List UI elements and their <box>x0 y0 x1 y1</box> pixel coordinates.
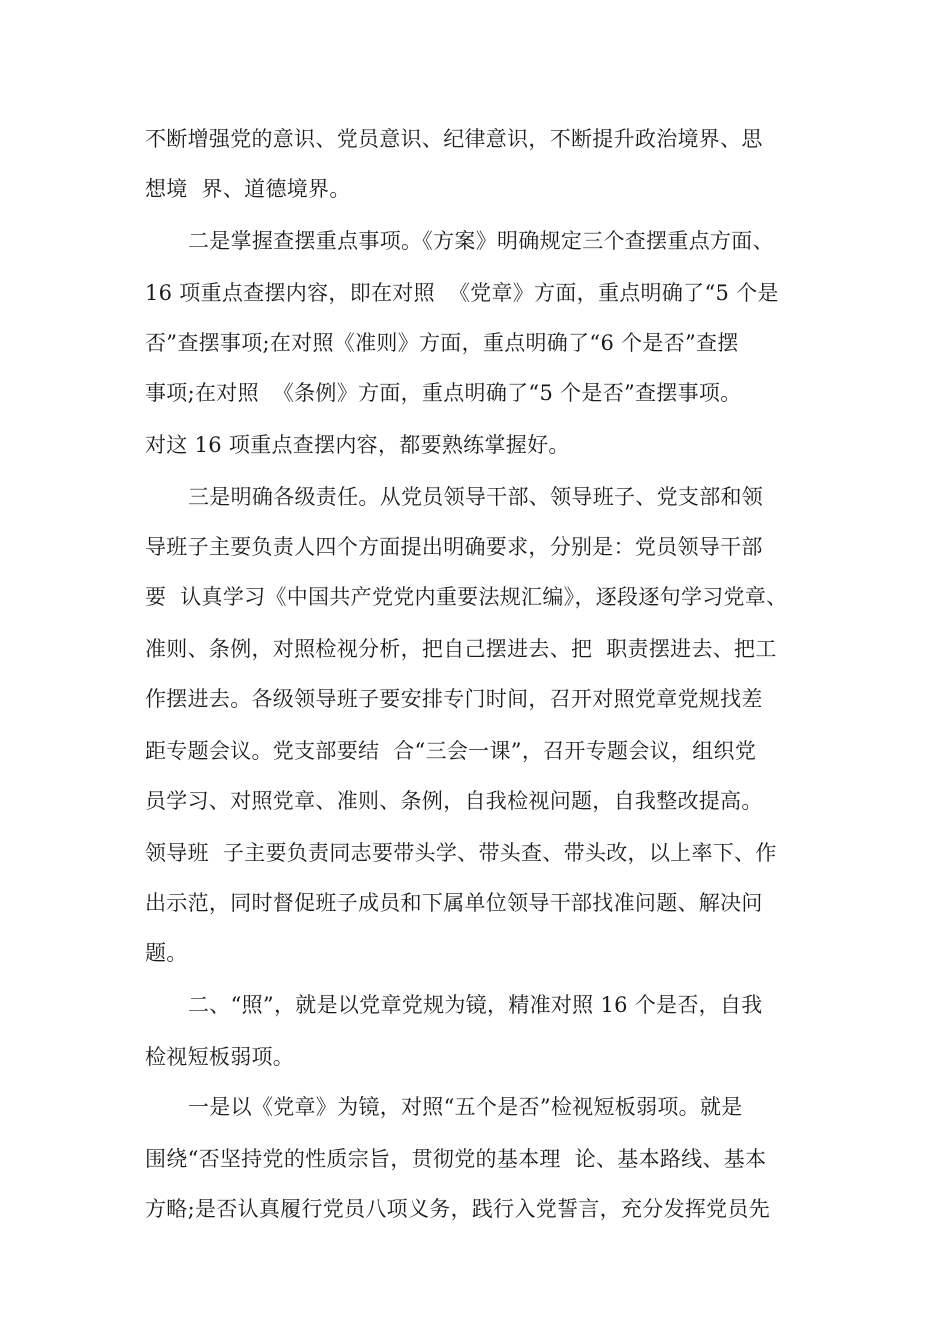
text-line: 检视短板弱项。 <box>145 1045 295 1069</box>
text-line: 想境 界、道德境界。 <box>145 177 351 201</box>
text-line: 出示范，同时督促班子成员和下属单位领导干部找准问题、解决问 <box>145 891 763 915</box>
text-line: 16 项重点查摆内容，即在对照 《党章》方面，重点明确了“5 个是 <box>145 281 779 305</box>
text-line: 要 认真学习《中国共产党党内重要法规汇编》，逐段逐句学习党章、 <box>145 585 788 609</box>
text-line: 不断增强党的意识、党员意识、纪律意识，不断提升政治境界、思 <box>145 127 763 151</box>
section-heading-line: 二、“照”，就是以党章党规为镜，精准对照 16 个是否，自我 <box>188 993 763 1017</box>
paragraph-start-line: 三是明确各级责任。从党员领导干部、领导班子、党支部和领 <box>188 485 764 509</box>
paragraph-start-line: 一是以《党章》为镜，对照“五个是否”检视短板弱项。就是 <box>188 1095 743 1119</box>
text-line: 方略;是否认真履行党员八项义务，践行入党誓言，充分发挥党员先 <box>145 1197 771 1221</box>
text-line: 距专题会议。党支部要结 合“三会一课”，召开专题会议，组织党 <box>145 739 757 763</box>
text-line: 否”查摆事项;在对照《准则》方面，重点明确了“6 个是否”查摆 <box>145 331 739 355</box>
text-line: 题。 <box>145 941 188 965</box>
text-line: 作摆进去。各级领导班子要安排专门时间，召开对照党章党规找差 <box>145 687 763 711</box>
text-line: 领导班 子主要负责同志要带头学、带头查、带头改，以上率下、作 <box>145 841 777 865</box>
text-line: 对这 16 项重点查摆内容，都要熟练掌握好。 <box>145 433 570 457</box>
text-line: 准则、条例，对照检视分析，把自己摆进去、把 职责摆进去、把工 <box>145 637 777 661</box>
text-line: 围绕“否坚持党的性质宗旨，贯彻党的基本理 论、基本路线、基本 <box>145 1147 767 1171</box>
text-line: 导班子主要负责人四个方面提出明确要求，分别是：党员领导干部 <box>145 535 763 559</box>
text-line: 员学习、对照党章、准则、条例，自我检视问题，自我整改提高。 <box>145 789 763 813</box>
text-line: 事项;在对照 《条例》方面，重点明确了“5 个是否”查摆事项。 <box>145 381 742 405</box>
paragraph-start-line: 二是掌握查摆重点事项。《方案》明确规定三个查摆重点方面、 <box>188 229 774 253</box>
